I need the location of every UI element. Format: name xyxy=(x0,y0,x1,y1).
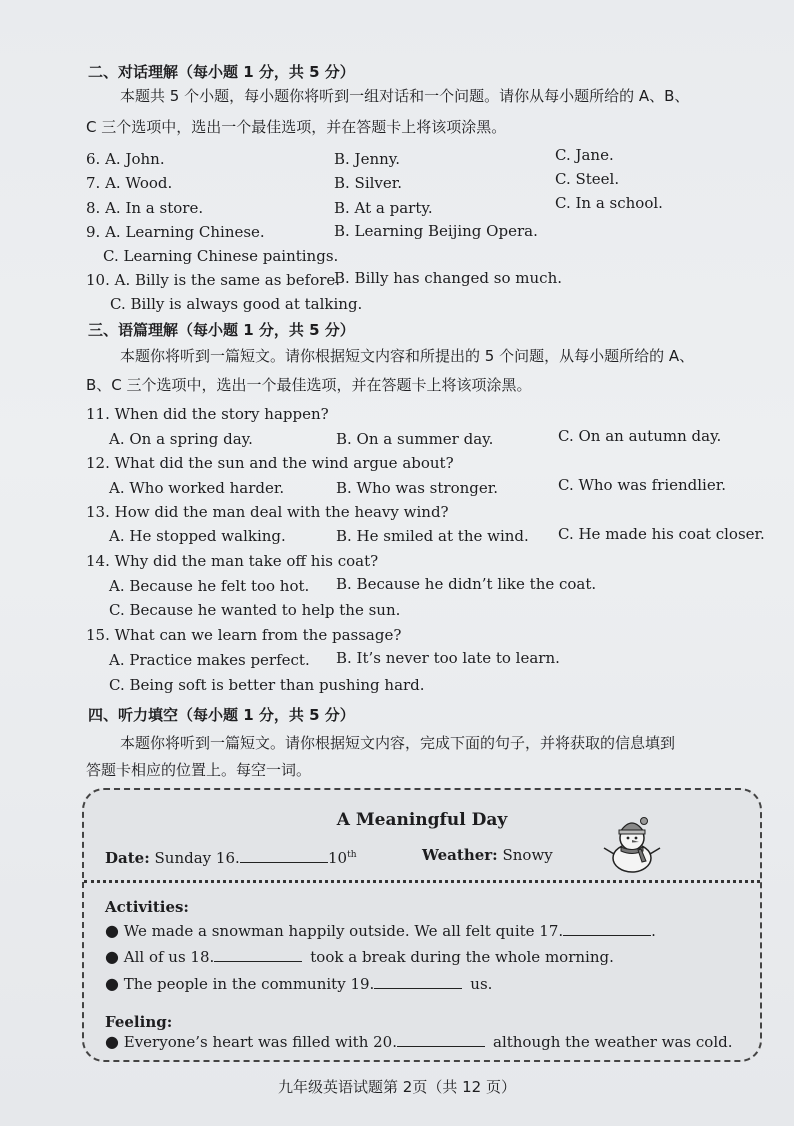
q10-option-a: 10. A. Billy is the same as before. xyxy=(86,271,341,289)
card-title: A Meaningful Day xyxy=(336,810,508,830)
date-month xyxy=(328,845,357,868)
q14-option-b: B. Because he didn’t like the coat. xyxy=(336,575,597,593)
q12-option-c: C. Who was friendlier. xyxy=(558,476,727,494)
section3-intro-line2: B、C 三个选项中，选出一个最佳选项，并在答题卡上将该项涂黑。 xyxy=(86,376,532,394)
q15-question: 15. What can we learn from the passage? xyxy=(86,626,402,644)
q9-option-b: B. Learning Beijing Opera. xyxy=(334,222,538,240)
date-label: Date: xyxy=(105,849,150,867)
q15-option-b: B. It’s never too late to learn. xyxy=(336,649,560,667)
activity-19-end: us. xyxy=(470,975,493,993)
activity-18-end: took a break during the whole morning. xyxy=(310,948,614,966)
bullet-icon: ● xyxy=(105,947,119,966)
activity-18-text: All of us 18. xyxy=(123,948,215,966)
q6-option-c: C. Jane. xyxy=(555,146,614,164)
weather-label: Weather: xyxy=(422,846,498,864)
q9-option-a: 9. A. Learning Chinese. xyxy=(86,223,265,241)
section2-intro-line1: 本题共 5 个小题，每小题你将听到一组对话和一个问题。请你从每小题所给的 A、B、 xyxy=(120,87,690,105)
feeling-20-text: Everyone’s heart was filled with 20. xyxy=(123,1033,397,1051)
q12-option-b: B. Who was stronger. xyxy=(336,479,499,497)
bullet-icon: ● xyxy=(105,974,119,993)
date-month-suffix: th xyxy=(347,850,357,860)
activity-17 xyxy=(105,921,656,941)
activity-19 xyxy=(105,974,492,994)
date-value: Sunday 16. xyxy=(154,849,240,867)
q6-option-a: 6. A. John. xyxy=(86,150,165,168)
q8-option-b: B. At a party. xyxy=(334,199,433,217)
blank-18[interactable] xyxy=(214,947,302,962)
activity-17-end: . xyxy=(651,922,656,940)
activity-18 xyxy=(105,947,614,967)
snowman-icon xyxy=(602,816,662,874)
card-divider xyxy=(84,880,760,883)
q7-option-a: 7. A. Wood. xyxy=(86,174,173,192)
q15-option-a: A. Practice makes perfect. xyxy=(109,651,310,669)
feeling-20 xyxy=(105,1032,733,1052)
q12-question: 12. What did the sun and the wind argue about? xyxy=(86,454,454,472)
bullet-icon: ● xyxy=(105,1032,119,1051)
q13-option-b: B. He smiled at the wind. xyxy=(336,527,529,545)
section4-intro-line2: 答题卡相应的位置上。每空一词。 xyxy=(86,761,312,779)
section3-intro-line1: 本题你将听到一篇短文。请你根据短文内容和所提出的 5 个问题，从每小题所给的 A、 xyxy=(120,347,695,365)
feeling-label: Feeling: xyxy=(105,1013,173,1031)
q10-option-c: C. Billy is always good at talking. xyxy=(110,295,363,313)
section2-intro-line2: C 三个选项中，选出一个最佳选项，并在答题卡上将该项涂黑。 xyxy=(86,118,507,136)
q11-question: 11. When did the story happen? xyxy=(86,405,329,423)
q6-option-b: B. Jenny. xyxy=(334,150,401,168)
section4-title: 四、听力填空（每小题 1 分，共 5 分） xyxy=(88,706,355,724)
section3-title: 三、语篇理解（每小题 1 分，共 5 分） xyxy=(88,321,355,339)
q9-option-c: C. Learning Chinese paintings. xyxy=(103,247,339,265)
q10-option-b: B. Billy has changed so much. xyxy=(334,269,563,287)
q13-option-a: A. He stopped walking. xyxy=(109,527,286,545)
blank-17[interactable] xyxy=(563,921,651,936)
weather-value: Snowy xyxy=(502,846,553,864)
q12-option-a: A. Who worked harder. xyxy=(109,479,285,497)
weather-row xyxy=(422,845,553,865)
activity-19-text: The people in the community 19. xyxy=(123,975,375,993)
q14-option-a: A. Because he felt too hot. xyxy=(109,577,310,595)
activity-17-text: We made a snowman happily outside. We all felt quite 17. xyxy=(123,922,564,940)
q15-option-c: C. Being soft is better than pushing hard. xyxy=(109,676,425,694)
q14-option-c: C. Because he wanted to help the sun. xyxy=(109,601,401,619)
blank-19[interactable] xyxy=(374,974,462,989)
blank-20[interactable] xyxy=(397,1032,485,1047)
activities-label: Activities: xyxy=(105,898,189,916)
feeling-20-end: although the weather was cold. xyxy=(493,1033,733,1051)
q7-option-c: C. Steel. xyxy=(555,170,620,188)
q8-option-c: C. In a school. xyxy=(555,194,663,212)
date-row xyxy=(105,848,328,868)
q11-option-c: C. On an autumn day. xyxy=(558,427,722,445)
date-month-number: 10 xyxy=(328,849,348,867)
q13-question: 13. How did the man deal with the heavy wind? xyxy=(86,503,449,521)
section2-title: 二、对话理解（每小题 1 分，共 5 分） xyxy=(88,63,355,81)
page-footer: 九年级英语试题第 2页（共 12 页） xyxy=(278,1078,516,1096)
q11-option-b: B. On a summer day. xyxy=(336,430,494,448)
q13-option-c: C. He made his coat closer. xyxy=(558,525,765,543)
q11-option-a: A. On a spring day. xyxy=(109,430,253,448)
q8-option-a: 8. A. In a store. xyxy=(86,199,204,217)
q7-option-b: B. Silver. xyxy=(334,174,403,192)
fill-in-card xyxy=(82,788,762,1062)
bullet-icon: ● xyxy=(105,921,119,940)
q14-question: 14. Why did the man take off his coat? xyxy=(86,552,379,570)
section4-intro-line1: 本题你将听到一篇短文。请你根据短文内容，完成下面的句子，并将获取的信息填到 xyxy=(120,734,676,752)
date-blank[interactable] xyxy=(240,848,328,863)
